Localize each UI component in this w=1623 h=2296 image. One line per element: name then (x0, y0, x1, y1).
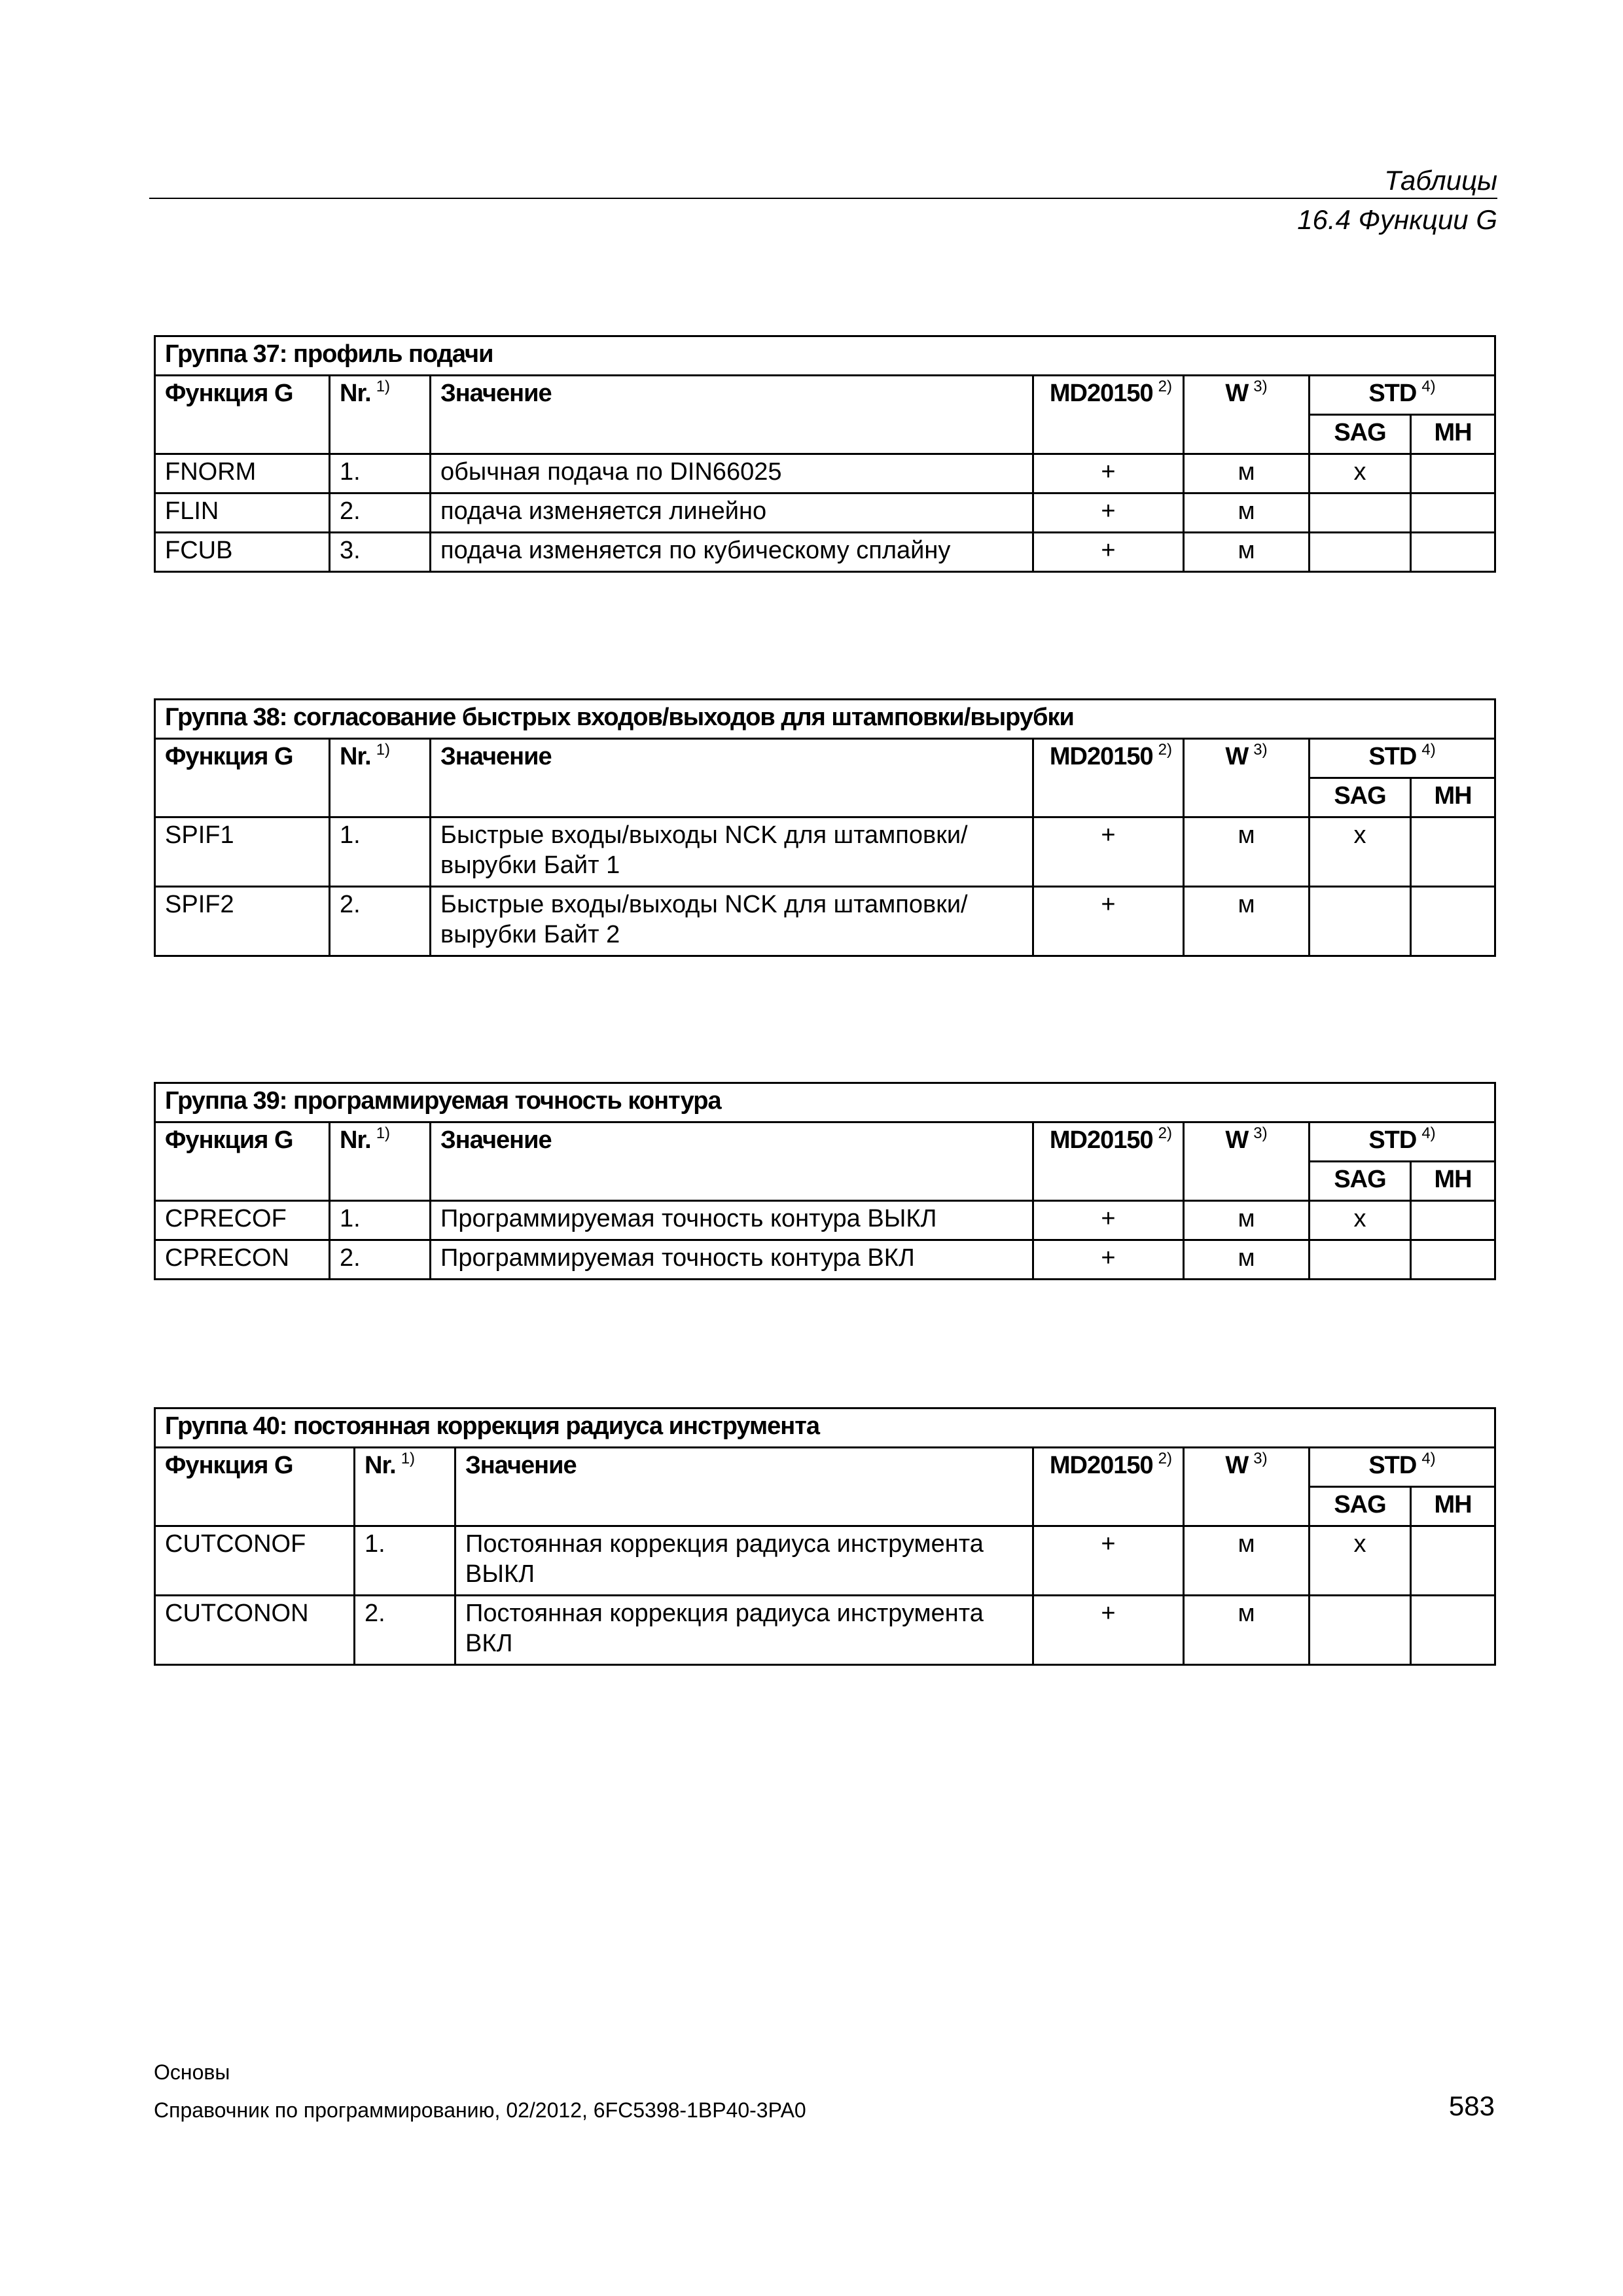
table-row (155, 1240, 1495, 1280)
cell-nr: 1. (355, 1526, 455, 1596)
cell-sag: x (1310, 1201, 1411, 1240)
col-header-func: Функция G (155, 739, 330, 817)
cell-mh (1411, 454, 1495, 493)
footer-title: Основы (154, 2060, 230, 2084)
group-40-table (154, 1407, 1496, 1666)
cell-mh (1411, 1240, 1495, 1280)
group-title: Группа 40: постоянная коррекция радиуса инструмента (155, 1408, 1495, 1448)
cell-sag: x (1310, 817, 1411, 887)
table-row (155, 454, 1495, 493)
table-row (155, 817, 1495, 887)
cell-meaning: Быстрые входы/выходы NCK для штамповки/вырубки Байт 2 (431, 887, 1033, 956)
col-header-meaning: Значение (455, 1448, 1033, 1526)
cell-func: FLIN (155, 493, 330, 533)
cell-nr: 2. (355, 1596, 455, 1665)
col-header-func: Функция G (155, 1448, 355, 1526)
table-row (155, 493, 1495, 533)
cell-md: + (1033, 887, 1184, 956)
cell-sag (1310, 1596, 1411, 1665)
cell-sag: x (1310, 454, 1411, 493)
cell-func: CPRECON (155, 1240, 330, 1280)
cell-func: SPIF2 (155, 887, 330, 956)
cell-md: + (1033, 533, 1184, 572)
cell-meaning: Быстрые входы/выходы NCK для штамповки/вырубки Байт 1 (431, 817, 1033, 887)
header-chapter: Таблицы (1384, 165, 1497, 196)
col-header-sag: SAG (1310, 415, 1411, 454)
cell-sag (1310, 887, 1411, 956)
col-header-md: MD20150 $^{2)}$ (1033, 1448, 1184, 1526)
col-header-nr: Nr. $^{1)}$ (355, 1448, 455, 1526)
cell-meaning: Постоянная коррекция радиуса инструмента ВЫКЛ (455, 1526, 1033, 1596)
cell-w: м (1184, 493, 1310, 533)
cell-w: м (1184, 887, 1310, 956)
cell-w: м (1184, 454, 1310, 493)
col-header-mh: MH (1411, 1162, 1495, 1201)
cell-meaning: Программируемая точность контура ВЫКЛ (431, 1201, 1033, 1240)
cell-sag: x (1310, 1526, 1411, 1596)
cell-md: + (1033, 1596, 1184, 1665)
group-title: Группа 37: профиль подачи (155, 336, 1495, 376)
group-title: Группа 38: согласование быстрых входов/выходов для штамповки/вырубки (155, 700, 1495, 739)
table-row (155, 887, 1495, 956)
cell-w: м (1184, 817, 1310, 887)
cell-mh (1411, 1596, 1495, 1665)
cell-nr: 1. (330, 454, 431, 493)
col-header-mh: MH (1411, 778, 1495, 817)
page-number: 583 (1448, 2090, 1495, 2121)
col-header-md: MD20150 $^{2)}$ (1033, 1122, 1184, 1201)
col-header-w: W $^{3)}$ (1184, 1448, 1310, 1526)
cell-func: CPRECOF (155, 1201, 330, 1240)
col-header-nr: Nr. $^{1)}$ (330, 739, 431, 817)
cell-nr: 2. (330, 1240, 431, 1280)
cell-sag (1310, 1240, 1411, 1280)
cell-w: м (1184, 1596, 1310, 1665)
col-header-w: W $^{3)}$ (1184, 376, 1310, 454)
table-row (155, 1596, 1495, 1665)
col-header-sag: SAG (1310, 778, 1411, 817)
col-header-std: STD $^{4)}$ (1310, 376, 1495, 415)
group-39-table (154, 1082, 1496, 1280)
header-rule (149, 198, 1497, 199)
group-38-table (154, 698, 1496, 957)
cell-mh (1411, 1201, 1495, 1240)
cell-nr: 2. (330, 887, 431, 956)
col-header-std: STD $^{4)}$ (1310, 1122, 1495, 1162)
cell-sag (1310, 493, 1411, 533)
cell-w: м (1184, 1240, 1310, 1280)
col-header-sag: SAG (1310, 1487, 1411, 1526)
cell-mh (1411, 1526, 1495, 1596)
col-header-md: MD20150 $^{2)}$ (1033, 376, 1184, 454)
col-header-mh: MH (1411, 415, 1495, 454)
table-row (155, 1526, 1495, 1596)
col-header-meaning: Значение (431, 1122, 1033, 1201)
col-header-std: STD $^{4)}$ (1310, 739, 1495, 778)
footer-reference: Справочник по программированию, 02/2012, 6FC5398-1BP40-3PA0 (154, 2098, 806, 2122)
cell-md: + (1033, 454, 1184, 493)
cell-func: CUTCONON (155, 1596, 355, 1665)
cell-func: CUTCONOF (155, 1526, 355, 1596)
col-header-md: MD20150 $^{2)}$ (1033, 739, 1184, 817)
col-header-mh: MH (1411, 1487, 1495, 1526)
col-header-func: Функция G (155, 1122, 330, 1201)
cell-md: + (1033, 817, 1184, 887)
cell-md: + (1033, 1201, 1184, 1240)
cell-mh (1411, 887, 1495, 956)
cell-w: м (1184, 533, 1310, 572)
cell-func: SPIF1 (155, 817, 330, 887)
col-header-sag: SAG (1310, 1162, 1411, 1201)
cell-meaning: обычная подача по DIN66025 (431, 454, 1033, 493)
col-header-nr: Nr. $^{1)}$ (330, 1122, 431, 1201)
group-title: Группа 39: программируемая точность контура (155, 1083, 1495, 1122)
group-37-table (154, 335, 1496, 573)
cell-meaning: подача изменяется по кубическому сплайну (431, 533, 1033, 572)
cell-func: FNORM (155, 454, 330, 493)
table-row (155, 1201, 1495, 1240)
cell-w: м (1184, 1201, 1310, 1240)
cell-nr: 2. (330, 493, 431, 533)
col-header-meaning: Значение (431, 739, 1033, 817)
cell-md: + (1033, 1526, 1184, 1596)
cell-nr: 3. (330, 533, 431, 572)
cell-mh (1411, 817, 1495, 887)
col-header-meaning: Значение (431, 376, 1033, 454)
col-header-w: W $^{3)}$ (1184, 739, 1310, 817)
cell-meaning: Постоянная коррекция радиуса инструмента ВКЛ (455, 1596, 1033, 1665)
header-section: 16.4 Функции G (1297, 204, 1497, 235)
cell-md: + (1033, 1240, 1184, 1280)
cell-nr: 1. (330, 1201, 431, 1240)
cell-md: + (1033, 493, 1184, 533)
cell-func: FCUB (155, 533, 330, 572)
col-header-std: STD $^{4)}$ (1310, 1448, 1495, 1487)
col-header-nr: Nr. $^{1)}$ (330, 376, 431, 454)
col-header-w: W $^{3)}$ (1184, 1122, 1310, 1201)
cell-nr: 1. (330, 817, 431, 887)
cell-w: м (1184, 1526, 1310, 1596)
table-row (155, 533, 1495, 572)
cell-meaning: Программируемая точность контура ВКЛ (431, 1240, 1033, 1280)
cell-meaning: подача изменяется линейно (431, 493, 1033, 533)
cell-sag (1310, 533, 1411, 572)
col-header-func: Функция G (155, 376, 330, 454)
cell-mh (1411, 493, 1495, 533)
cell-mh (1411, 533, 1495, 572)
